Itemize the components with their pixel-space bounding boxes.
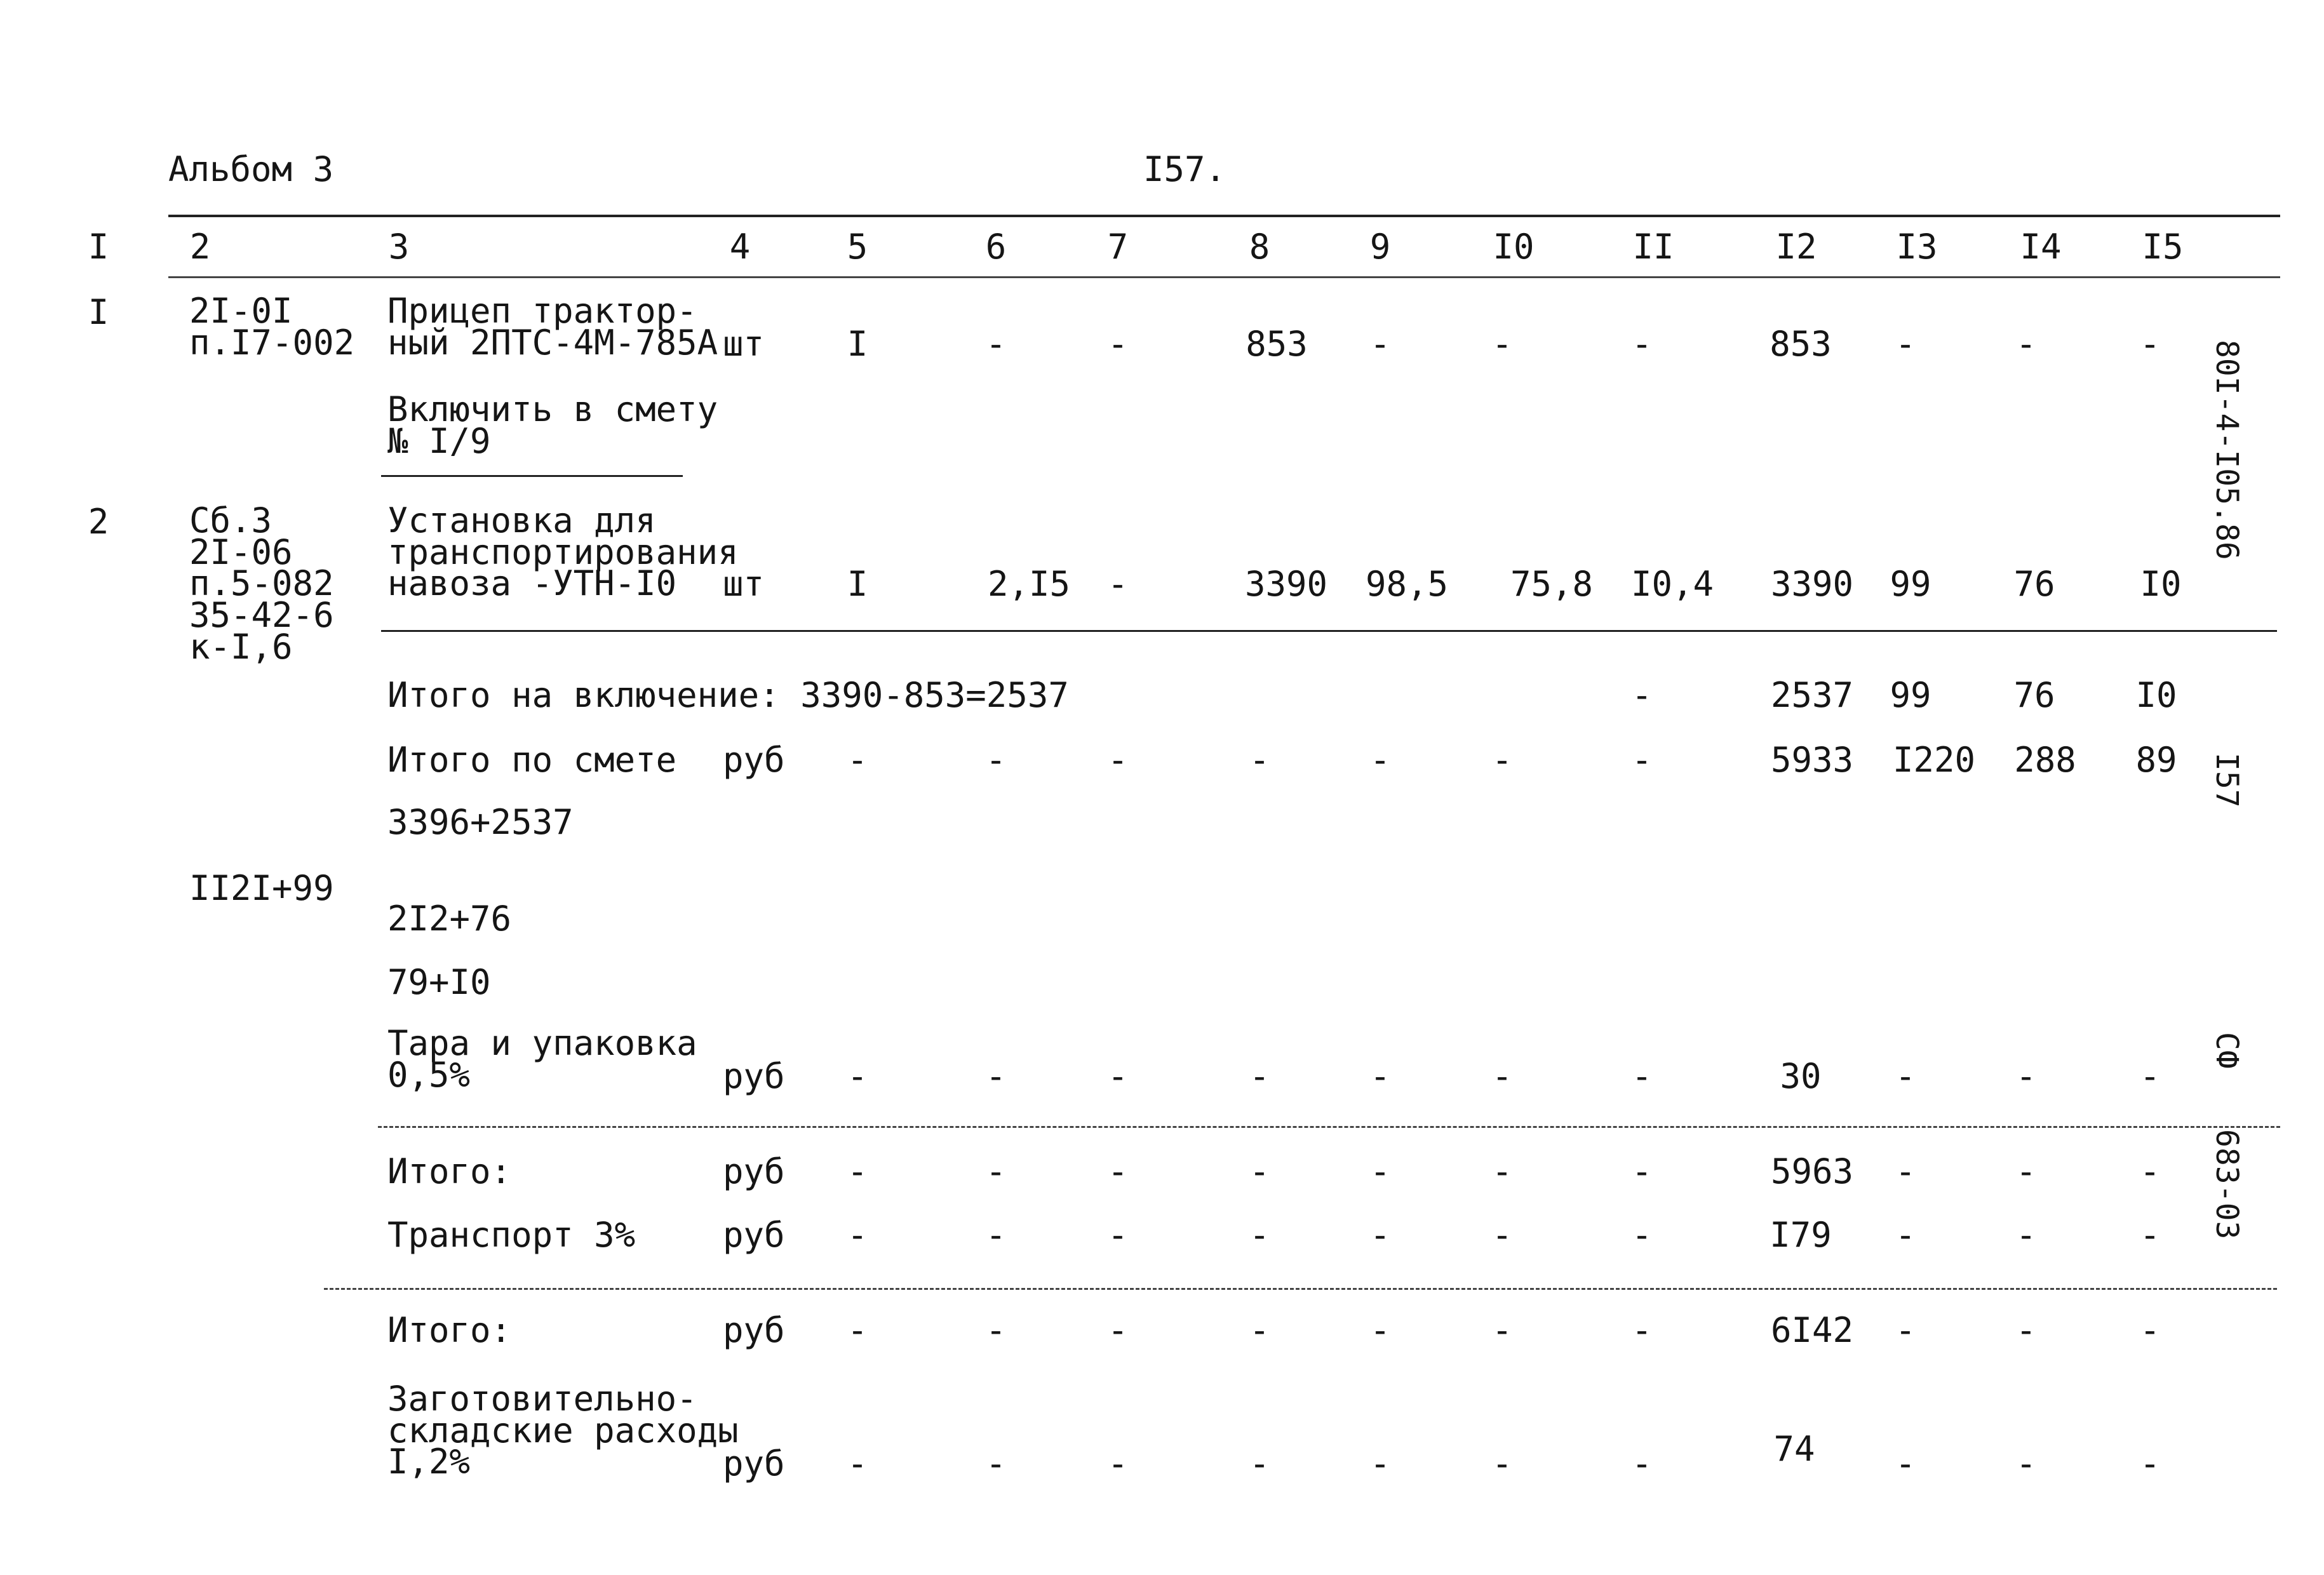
cell-9: - xyxy=(1369,1215,1391,1255)
cell-6: - xyxy=(985,740,1007,780)
pack-rule xyxy=(378,1126,2280,1128)
cell-11: - xyxy=(1631,675,1653,715)
cell-12: 3390 xyxy=(1770,564,1854,604)
col-header-1: I xyxy=(88,227,109,267)
header-rule xyxy=(168,276,2280,278)
margin-doc-code: 80I-4-I05.86 xyxy=(2209,340,2245,560)
summary-label: Итого на включение: 3390-853=2537 xyxy=(387,675,1069,715)
cell-11: I0,4 xyxy=(1630,564,1714,604)
col-header-2: 2 xyxy=(189,227,211,267)
summary-unit: руб xyxy=(723,740,785,780)
cell-12: I79 xyxy=(1770,1215,1832,1255)
note-underline xyxy=(381,475,683,477)
summary-label: Итого по смете xyxy=(387,740,677,780)
cell-6: - xyxy=(985,1056,1007,1096)
cell-10: - xyxy=(1491,1056,1513,1096)
cell-15: - xyxy=(2139,1444,2161,1484)
cell-12: 74 xyxy=(1773,1429,1815,1469)
calc-note: 2I2+76 xyxy=(387,899,512,939)
summary-label: Заготовительно- складские расходы I,2% xyxy=(387,1379,739,1482)
cell-13: - xyxy=(1895,1215,1916,1255)
cell-12: 853 xyxy=(1770,324,1832,364)
cell-6: - xyxy=(985,1215,1007,1255)
cell-5: - xyxy=(847,1151,868,1191)
margin-stamp-number: 683-03 xyxy=(2209,1129,2245,1240)
cell-13: - xyxy=(1895,1444,1916,1484)
cell-13: 99 xyxy=(1890,675,1931,715)
cell-13: - xyxy=(1895,1310,1916,1350)
margin-stamp-sf: СФ xyxy=(2209,1032,2245,1069)
summary-label: Транспорт 3% xyxy=(387,1215,636,1255)
col-header-3: 3 xyxy=(388,227,410,267)
cell-12: 6I42 xyxy=(1770,1310,1854,1350)
top-rule xyxy=(168,215,2280,217)
col-header-15: I5 xyxy=(2142,227,2184,267)
col-header-11: II xyxy=(1632,227,1674,267)
summary-unit: руб xyxy=(723,1310,785,1350)
cell-11: - xyxy=(1631,1215,1653,1255)
cell-11: - xyxy=(1631,740,1653,780)
item-code: Сб.3 2I-06 п.5-082 35-42-6 к-I,6 xyxy=(189,500,334,667)
item-number: I xyxy=(88,292,109,332)
cell-9: - xyxy=(1369,1310,1391,1350)
calc-note: 3396+2537 xyxy=(387,802,574,842)
summary-label: Итого: xyxy=(387,1310,512,1350)
cell-14: 76 xyxy=(2013,675,2055,715)
cell-6: - xyxy=(985,324,1007,364)
cell-7: - xyxy=(1107,1215,1129,1255)
cell-14: - xyxy=(2015,324,2037,364)
calc-note: II2I+99 xyxy=(189,868,334,908)
item2-rule xyxy=(381,630,2277,632)
item-note: Включить в смету № I/9 xyxy=(387,389,718,461)
cell-5: - xyxy=(847,1215,868,1255)
cell-7: - xyxy=(1107,1310,1129,1350)
cell-9: - xyxy=(1369,1056,1391,1096)
cell-6: - xyxy=(985,1310,1007,1350)
cell-10: - xyxy=(1491,740,1513,780)
cell-12: 30 xyxy=(1780,1056,1822,1096)
cell-8: - xyxy=(1249,1151,1270,1191)
cell-15: I0 xyxy=(2135,675,2177,715)
cell-14: - xyxy=(2015,1056,2037,1096)
cell-13: - xyxy=(1895,1151,1916,1191)
cell-11: - xyxy=(1631,324,1653,364)
summary-label: Итого: xyxy=(387,1151,512,1191)
cell-11: - xyxy=(1631,1056,1653,1096)
col-header-8: 8 xyxy=(1249,227,1270,267)
item-name: Прицеп трактор- ный 2ПТС-4М-785А xyxy=(387,291,718,363)
cell-8: 853 xyxy=(1246,324,1308,364)
margin-page-number: I57 xyxy=(2209,753,2245,808)
col-header-6: 6 xyxy=(985,227,1007,267)
summary-label: Тара и упаковка 0,5% xyxy=(387,1023,697,1095)
cell-15: I0 xyxy=(2140,564,2182,604)
cell-15: - xyxy=(2139,324,2161,364)
page-number: I57. xyxy=(1143,149,1226,189)
item-code: 2I-0I п.I7-002 xyxy=(189,291,355,363)
cell-10: - xyxy=(1491,1151,1513,1191)
col-header-4: 4 xyxy=(729,227,751,267)
cell-5: - xyxy=(847,1056,868,1096)
cell-10: - xyxy=(1491,324,1513,364)
cell-7: - xyxy=(1107,740,1129,780)
summary-unit: руб xyxy=(723,1056,785,1096)
cell-6: - xyxy=(985,1151,1007,1191)
cell-8: - xyxy=(1249,1444,1270,1484)
cell-10: 75,8 xyxy=(1510,564,1594,604)
cell-15: - xyxy=(2139,1151,2161,1191)
cell-11: - xyxy=(1631,1151,1653,1191)
cell-5: - xyxy=(847,740,868,780)
cell-14: - xyxy=(2015,1310,2037,1350)
col-header-10: I0 xyxy=(1493,227,1535,267)
transport-rule xyxy=(324,1288,2277,1290)
cell-12: 5963 xyxy=(1770,1151,1854,1191)
col-header-13: I3 xyxy=(1896,227,1938,267)
cell-14: 288 xyxy=(2014,740,2076,780)
cell-15: - xyxy=(2139,1056,2161,1096)
cell-13: - xyxy=(1895,324,1916,364)
cell-6: 2,I5 xyxy=(987,564,1071,604)
cell-6: - xyxy=(985,1444,1007,1484)
cell-12: 5933 xyxy=(1770,740,1854,780)
calc-note: 79+I0 xyxy=(387,962,491,1002)
cell-14: 76 xyxy=(2013,564,2055,604)
cell-7: - xyxy=(1107,1056,1129,1096)
cell-15: - xyxy=(2139,1310,2161,1350)
cell-5: - xyxy=(847,1444,868,1484)
item-qty: I xyxy=(847,324,868,364)
cell-10: - xyxy=(1491,1310,1513,1350)
cell-7: - xyxy=(1107,1151,1129,1191)
cell-11: - xyxy=(1631,1444,1653,1484)
cell-8: - xyxy=(1249,1215,1270,1255)
cell-9: 98,5 xyxy=(1365,564,1449,604)
album-label: Альбом 3 xyxy=(168,149,334,189)
item-name: Установка для транспортирования навоза -УТН-I0 xyxy=(387,500,739,604)
cell-13: I220 xyxy=(1892,740,1976,780)
cell-8: - xyxy=(1249,1056,1270,1096)
cell-15: 89 xyxy=(2135,740,2177,780)
cell-14: - xyxy=(2015,1444,2037,1484)
cell-13: - xyxy=(1895,1056,1916,1096)
cell-8: 3390 xyxy=(1244,564,1328,604)
cell-13: 99 xyxy=(1890,564,1931,604)
item-unit: шт xyxy=(723,564,765,604)
cell-7: - xyxy=(1107,564,1129,604)
cell-8: - xyxy=(1249,740,1270,780)
col-header-7: 7 xyxy=(1107,227,1129,267)
cell-11: - xyxy=(1631,1310,1653,1350)
cell-14: - xyxy=(2015,1151,2037,1191)
item-qty: I xyxy=(847,564,868,604)
cell-5: - xyxy=(847,1310,868,1350)
cell-9: - xyxy=(1369,740,1391,780)
item-unit: шт xyxy=(723,324,765,364)
cell-9: - xyxy=(1369,324,1391,364)
item-number: 2 xyxy=(88,502,109,542)
col-header-12: I2 xyxy=(1775,227,1817,267)
cell-10: - xyxy=(1491,1444,1513,1484)
cell-9: - xyxy=(1369,1151,1391,1191)
cell-15: - xyxy=(2139,1215,2161,1255)
col-header-14: I4 xyxy=(2020,227,2062,267)
cell-7: - xyxy=(1107,1444,1129,1484)
cell-7: - xyxy=(1107,324,1129,364)
col-header-5: 5 xyxy=(847,227,868,267)
col-header-9: 9 xyxy=(1369,227,1391,267)
cell-9: - xyxy=(1369,1444,1391,1484)
cell-14: - xyxy=(2015,1215,2037,1255)
cell-12: 2537 xyxy=(1770,675,1854,715)
summary-unit: руб xyxy=(723,1151,785,1191)
summary-unit: руб xyxy=(723,1444,785,1484)
cell-8: - xyxy=(1249,1310,1270,1350)
summary-unit: руб xyxy=(723,1215,785,1255)
cell-10: - xyxy=(1491,1215,1513,1255)
